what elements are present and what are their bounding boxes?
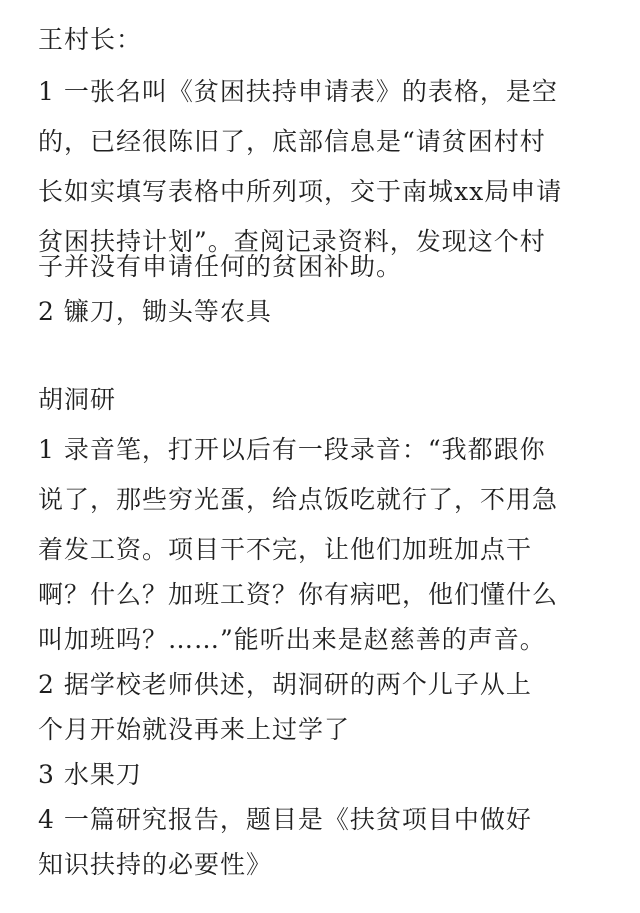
section2-line: 2 据学校老师供述，胡洞研的两个儿子从上 bbox=[38, 670, 532, 699]
section2-line: 4 一篇研究报告，题目是《扶贫项目中做好 bbox=[38, 805, 532, 834]
section2-line: 1 录音笔，打开以后有一段录音：“我都跟你 bbox=[38, 435, 546, 464]
section1-line: 的，已经很陈旧了，底部信息是“请贫困村村 bbox=[38, 127, 546, 156]
section1-heading: 王村长： bbox=[38, 25, 143, 54]
section1-line: 子并没有申请任何的贫困补助。 bbox=[38, 252, 403, 281]
section2-line: 知识扶持的必要性》 bbox=[38, 850, 273, 879]
section1-line: 1 一张名叫《贫困扶持申请表》的表格，是空 bbox=[38, 77, 558, 106]
section2-line: 啊？什么？加班工资？你有病吧，他们懂什么 bbox=[38, 580, 559, 609]
section2-line: 3 水果刀 bbox=[38, 760, 142, 789]
section1-line: 2 镰刀，锄头等农具 bbox=[38, 297, 272, 326]
section2-heading: 胡洞研 bbox=[38, 385, 117, 414]
section2-line: 着发工资。项目干不完，让他们加班加点干 bbox=[38, 535, 533, 564]
section1-line: 长如实填写表格中所列项，交于南城xx局申请 bbox=[38, 177, 563, 206]
section2-line: 个月开始就没再来上过学了 bbox=[38, 715, 351, 744]
section1-line: 贫困扶持计划”。查阅记录资料，发现这个村 bbox=[38, 227, 546, 256]
section2-line: 说了，那些穷光蛋，给点饭吃就行了，不用急 bbox=[38, 485, 559, 514]
section2-line: 叫加班吗？……”能听出来是赵慈善的声音。 bbox=[38, 625, 546, 654]
